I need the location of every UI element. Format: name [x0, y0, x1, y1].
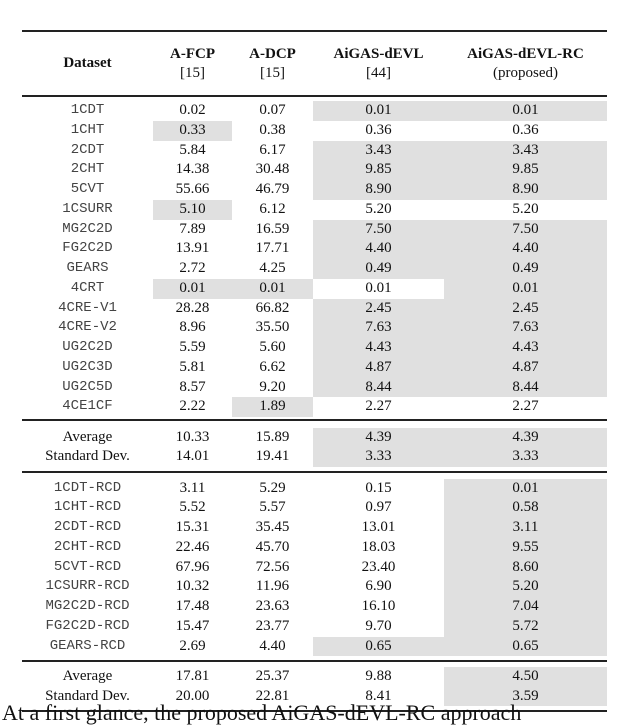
value-cell-best: 0.58	[444, 498, 607, 518]
table-row	[22, 160, 607, 180]
header-title: Dataset	[63, 55, 112, 71]
value-cell-best: 0.01	[444, 479, 607, 499]
table-row	[22, 518, 607, 538]
table-row	[22, 378, 607, 398]
value-cell: 20.00	[175, 687, 210, 704]
value-cell-best: 8.60	[444, 558, 607, 578]
header-a-fcp	[153, 45, 232, 83]
value-cell: 22.46	[175, 538, 210, 555]
header-a-dcp	[232, 45, 313, 83]
value-cell: 8.96	[179, 319, 206, 336]
value-cell-best: 4.87	[444, 358, 607, 378]
value-cell: 5.60	[259, 339, 286, 355]
value-cell: 15.31	[175, 519, 210, 535]
table-body	[22, 97, 607, 712]
table-header	[22, 32, 607, 95]
dataset-name-cell: 1CDT	[70, 102, 105, 118]
value-cell-best: 0.49	[444, 259, 607, 279]
value-cell: 2.27	[512, 398, 539, 415]
value-cell: 0.36	[512, 121, 539, 138]
dataset-name-cell: 2CDT	[70, 141, 105, 158]
header-title: A-FCP	[170, 45, 215, 62]
dataset-name-cell: Standard Dev.	[45, 687, 130, 704]
value-cell: 0.38	[259, 121, 286, 138]
value-cell: 25.37	[255, 667, 290, 684]
value-cell: 9.88	[365, 667, 392, 684]
value-cell: 10.32	[175, 578, 210, 595]
value-cell-best: 1.89	[232, 397, 313, 417]
table-row	[22, 338, 607, 358]
header-ref: [44]	[366, 64, 391, 81]
dataset-name-cell: MG2C2D	[62, 220, 113, 237]
dataset-name-cell: UG2C3D	[62, 358, 113, 375]
value-cell-best: 4.39	[313, 428, 444, 448]
dataset-name-cell: 1CDT-RCD	[53, 479, 122, 496]
table-row	[22, 397, 607, 417]
dataset-name-cell: 1CSURR	[62, 200, 113, 217]
value-cell-best: 4.50	[444, 667, 607, 687]
header-title: AiGAS-dEVL	[333, 45, 424, 62]
value-cell-best: 4.40	[444, 239, 607, 259]
value-cell-best: 7.04	[444, 597, 607, 617]
value-cell-best: 3.11	[444, 518, 607, 538]
value-cell-best: 7.63	[444, 318, 607, 338]
value-cell-best: 0.01	[153, 279, 232, 299]
value-cell: 16.10	[361, 598, 396, 614]
value-cell: 3.11	[179, 479, 206, 496]
value-cell: 35.45	[255, 519, 290, 535]
value-cell-best: 0.33	[153, 121, 232, 141]
spacer	[22, 421, 607, 428]
value-cell: 9.70	[365, 617, 392, 634]
table-row	[22, 479, 607, 499]
value-cell-best: 8.90	[313, 180, 444, 200]
header-ref: (proposed)	[493, 64, 558, 81]
value-cell-best: 0.01	[444, 279, 607, 299]
value-cell: 0.01	[365, 279, 392, 296]
value-cell: 13.01	[361, 519, 396, 535]
header-title: AiGAS-dEVL-RC	[467, 45, 584, 62]
summary-row	[22, 447, 607, 467]
dataset-name-cell: MG2C2D-RCD	[45, 598, 130, 614]
value-cell: 46.79	[255, 181, 290, 197]
value-cell: 5.20	[365, 200, 392, 217]
dataset-name-cell: 1CHT-RCD	[53, 499, 122, 516]
value-cell: 17.71	[255, 240, 290, 257]
dataset-name-cell: Average	[62, 428, 113, 445]
value-cell: 9.20	[259, 378, 286, 395]
value-cell-best: 4.43	[444, 338, 607, 358]
value-cell: 6.90	[365, 578, 392, 595]
table-row	[22, 637, 607, 657]
value-cell: 14.01	[175, 448, 210, 465]
table-row	[22, 538, 607, 558]
results-table	[22, 30, 607, 712]
value-cell-best: 0.01	[232, 279, 313, 299]
value-cell-best: 0.01	[444, 101, 607, 121]
value-cell: 4.40	[259, 637, 286, 654]
value-cell-best: 3.33	[444, 447, 607, 467]
value-cell-best: 4.39	[444, 428, 607, 448]
value-cell: 17.48	[175, 598, 210, 614]
table-row	[22, 180, 607, 200]
value-cell: 67.96	[175, 558, 210, 575]
header-ref: [15]	[180, 64, 205, 81]
value-cell: 7.89	[179, 220, 206, 237]
value-cell: 4.25	[259, 260, 286, 276]
value-cell: 15.89	[255, 428, 290, 445]
value-cell: 18.03	[361, 538, 396, 555]
value-cell-best: 7.50	[444, 220, 607, 240]
dataset-name-cell: Standard Dev.	[45, 448, 130, 465]
value-cell-best: 4.87	[313, 358, 444, 378]
value-cell: 2.72	[179, 260, 206, 276]
value-cell: 6.12	[259, 200, 286, 217]
value-cell: 22.81	[255, 687, 290, 704]
value-cell-best: 4.40	[313, 239, 444, 259]
value-cell-best: 9.55	[444, 538, 607, 558]
table-row	[22, 141, 607, 161]
dataset-name-cell: 5CVT-RCD	[53, 558, 122, 575]
value-cell: 23.63	[255, 598, 290, 614]
value-cell: 5.59	[179, 339, 206, 355]
value-cell: 72.56	[255, 558, 290, 575]
value-cell: 0.15	[365, 479, 392, 496]
dataset-name-cell: 4CRE-V2	[58, 319, 117, 336]
table-row	[22, 358, 607, 378]
value-cell: 14.38	[175, 161, 210, 178]
summary-row	[22, 428, 607, 448]
table-row	[22, 200, 607, 220]
value-cell: 45.70	[255, 538, 290, 555]
value-cell-best: 0.65	[444, 637, 607, 657]
table-row	[22, 259, 607, 279]
value-cell: 16.59	[255, 220, 290, 237]
dataset-name-cell: 4CRE-V1	[58, 299, 117, 316]
value-cell: 13.91	[175, 240, 210, 257]
value-cell: 0.07	[259, 102, 286, 118]
value-cell-best: 8.90	[444, 180, 607, 200]
value-cell: 28.28	[175, 299, 210, 316]
value-cell: 17.81	[175, 667, 210, 684]
header-aigas-devl-rc	[444, 45, 607, 83]
value-cell: 5.81	[179, 358, 206, 375]
value-cell-best: 3.43	[444, 141, 607, 161]
value-cell: 2.22	[179, 398, 206, 415]
value-cell-best: 4.43	[313, 338, 444, 358]
value-cell-best: 2.45	[313, 299, 444, 319]
value-cell: 11.96	[255, 578, 290, 595]
dataset-name-cell: 1CHT	[70, 121, 105, 138]
value-cell-best: 5.20	[444, 577, 607, 597]
dataset-name-cell: GEARS	[66, 260, 109, 276]
value-cell: 2.27	[365, 398, 392, 415]
table-row	[22, 318, 607, 338]
summary-row	[22, 667, 607, 687]
value-cell: 8.57	[179, 378, 206, 395]
dataset-name-cell: FG2C2D	[62, 240, 113, 257]
dataset-name-cell: UG2C5D	[62, 378, 113, 395]
value-cell: 23.40	[361, 558, 396, 575]
value-cell: 23.77	[255, 617, 290, 634]
value-cell-best: 8.44	[444, 378, 607, 398]
table-row	[22, 558, 607, 578]
dataset-name-cell: 4CRT	[70, 279, 105, 296]
header-dataset	[22, 54, 153, 73]
dataset-name-cell: 2CHT	[70, 161, 105, 178]
dataset-name-cell: UG2C2D	[62, 339, 113, 355]
value-cell-best: 3.33	[313, 447, 444, 467]
value-cell-best: 3.43	[313, 141, 444, 161]
value-cell-best: 7.63	[313, 318, 444, 338]
dataset-name-cell: Average	[62, 667, 113, 684]
value-cell: 5.52	[179, 499, 206, 516]
value-cell: 55.66	[175, 181, 210, 197]
table-row	[22, 597, 607, 617]
value-cell: 30.48	[255, 161, 290, 178]
value-cell: 5.29	[259, 479, 286, 496]
table-row	[22, 121, 607, 141]
value-cell: 0.97	[365, 499, 392, 516]
value-cell: 6.17	[259, 141, 286, 158]
value-cell: 2.69	[179, 637, 206, 654]
value-cell-best: 9.85	[313, 160, 444, 180]
dataset-name-cell: GEARS-RCD	[49, 637, 126, 654]
value-cell-best: 3.59	[444, 687, 607, 707]
table-row	[22, 617, 607, 637]
value-cell: 5.84	[179, 141, 206, 158]
value-cell-best: 5.72	[444, 617, 607, 637]
dataset-name-cell: 1CSURR-RCD	[45, 578, 130, 595]
value-cell: 35.50	[255, 319, 290, 336]
header-ref: [15]	[260, 64, 285, 81]
value-cell-best: 0.65	[313, 637, 444, 657]
header-aigas-devl	[313, 45, 444, 83]
header-title: A-DCP	[249, 45, 296, 62]
value-cell: 0.02	[179, 102, 206, 118]
table-row	[22, 577, 607, 597]
value-cell: 19.41	[255, 448, 290, 465]
value-cell: 5.57	[259, 499, 286, 516]
table-row	[22, 101, 607, 121]
value-cell: 8.41	[365, 687, 392, 704]
value-cell: 66.82	[255, 299, 290, 316]
value-cell-best: 5.10	[153, 200, 232, 220]
value-cell-best: 7.50	[313, 220, 444, 240]
table-row	[22, 299, 607, 319]
value-cell: 5.20	[512, 200, 539, 217]
value-cell: 0.36	[365, 121, 392, 138]
table-row	[22, 220, 607, 240]
value-cell: 10.33	[175, 428, 210, 445]
dataset-name-cell: 2CHT-RCD	[53, 538, 122, 555]
dataset-name-cell: 2CDT-RCD	[53, 519, 122, 535]
value-cell-best: 0.01	[313, 101, 444, 121]
dataset-name-cell: 5CVT	[70, 181, 105, 197]
value-cell-best: 0.49	[313, 259, 444, 279]
value-cell-best: 9.85	[444, 160, 607, 180]
body-paragraph: At a first glance, the proposed AiGAS-dEVL-RC approach	[2, 700, 522, 725]
value-cell: 15.47	[175, 617, 210, 634]
table-row	[22, 239, 607, 259]
dataset-name-cell: FG2C2D-RCD	[45, 617, 130, 634]
table-row	[22, 498, 607, 518]
value-cell-best: 8.44	[313, 378, 444, 398]
table-row	[22, 279, 607, 299]
value-cell-best: 2.45	[444, 299, 607, 319]
dataset-name-cell: 4CE1CF	[62, 398, 113, 415]
value-cell: 6.62	[259, 358, 286, 375]
